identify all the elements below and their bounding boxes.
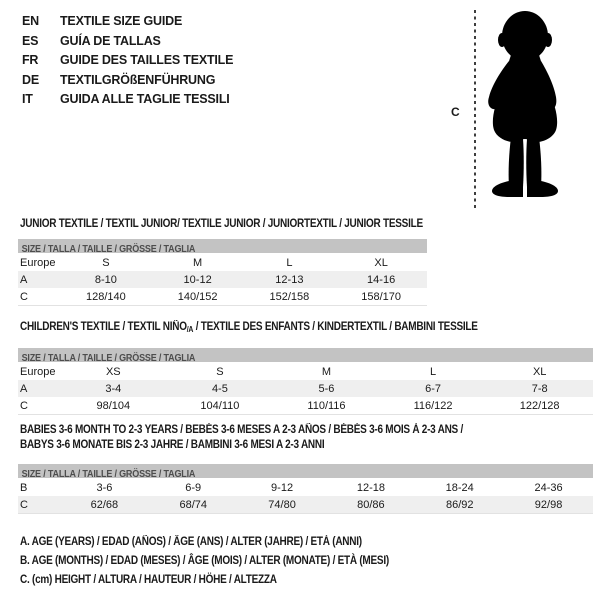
table-cell: 12-13 <box>275 273 304 286</box>
language-code: IT <box>22 92 33 106</box>
language-label: GUÍA DE TALLAS <box>60 33 161 48</box>
table-cell: XS <box>105 365 121 378</box>
language-label: GUIDE DES TAILLES TEXTILE <box>60 53 234 67</box>
children-size-table <box>18 348 593 415</box>
table-cell: 122/128 <box>519 399 560 412</box>
language-code: FR <box>22 53 39 67</box>
table-cell: 18-24 <box>445 481 474 494</box>
table-row <box>18 496 593 513</box>
table-cell: 7-8 <box>531 382 548 395</box>
junior-section-title: JUNIOR TEXTILE / TEXTIL JUNIOR/ TEXTILE JUNIOR / JUNIORTEXTIL / JUNIOR TESSILE <box>20 218 423 230</box>
table-cell: 104/110 <box>200 399 240 412</box>
table-cell: 110/116 <box>307 399 346 412</box>
language-label: TEXTILGRÖßENFÜHRUNG <box>60 72 216 87</box>
table-cell: 86/92 <box>445 498 474 511</box>
children-size-header-bar <box>18 348 593 362</box>
language-code: EN <box>22 14 39 28</box>
junior-size-header-bar <box>18 239 427 253</box>
table-cell: 12-18 <box>356 481 385 494</box>
table-cell: 80/86 <box>357 498 385 511</box>
table-cell: L <box>430 365 437 378</box>
table-row <box>18 380 593 397</box>
table-cell: 9-12 <box>271 481 294 494</box>
table-cell: XL <box>532 365 547 378</box>
table-cell: L <box>286 256 293 269</box>
footnote-b: B. AGE (MONTHS) / EDAD (MESES) / ÂGE (MOIS) / ALTER (MONATE) / ETÀ (MESI) <box>20 555 389 567</box>
row-label: A <box>20 382 28 395</box>
table-cell: 5-6 <box>318 382 335 395</box>
baby-silhouette-icon <box>483 9 567 199</box>
table-cell: 8-10 <box>94 273 117 286</box>
row-label: C <box>20 498 28 511</box>
language-row-en <box>22 12 233 32</box>
language-code: ES <box>22 33 39 48</box>
footnote-c: C. (cm) HEIGHT / ALTURA / HAUTEUR / HÖHE / ALTEZZA <box>20 574 277 586</box>
babies-section-title <box>20 423 463 453</box>
language-row-de <box>22 71 233 91</box>
table-cell: M <box>193 256 203 269</box>
table-cell: 116/122 <box>413 399 453 412</box>
children-title-pre: CHILDREN'S TEXTILE / TEXTIL NIÑO <box>20 321 187 333</box>
table-cell: 68/74 <box>179 498 207 511</box>
footnote-a: A. AGE (YEARS) / EDAD (AÑOS) / ÂGE (ANS) / ALTER (JAHRE) / ETÀ (ANNI) <box>20 536 362 548</box>
language-list <box>22 12 233 110</box>
language-row-it <box>22 90 233 110</box>
children-title-sub: /A <box>186 325 194 334</box>
junior-size-table <box>18 239 427 306</box>
children-title-post: / TEXTILE DES ENFANTS / KINDERTEXTIL / BAMBINI TESSILE <box>193 321 478 333</box>
size-header-label: SIZE / TALLA / TAILLE / GRÖSSE / TAGLIA <box>21 353 196 364</box>
table-cell: 6-9 <box>185 481 202 494</box>
size-header-label: SIZE / TALLA / TAILLE / GRÖSSE / TAGLIA <box>21 244 196 255</box>
table-cell: S <box>216 365 224 378</box>
table-cell: S <box>102 256 110 269</box>
table-cell: 92/98 <box>534 498 563 511</box>
table-row <box>18 397 593 414</box>
table-cell: 128/140 <box>85 290 126 303</box>
children-section-title <box>20 320 478 337</box>
table-cell: 10-12 <box>183 273 212 286</box>
language-label: GUIDA ALLE TAGLIE TESSILI <box>60 92 230 106</box>
row-label: C <box>20 399 28 412</box>
row-label: Europe <box>20 256 56 269</box>
height-measure-label: C <box>451 105 460 119</box>
language-code: DE <box>22 72 39 87</box>
table-cell: M <box>321 365 332 378</box>
babies-title-line1: BABIES 3-6 MONTH TO 2-3 YEARS / BEBÉS 3-6 MESES A 2-3 AÑOS / BÉBÉS 3-6 MOIS À 2-3 ANS / <box>20 424 464 436</box>
babies-title-line2: BABYS 3-6 MONATE BIS 2-3 JAHRE / BAMBINI 3-6 MESI A 2-3 ANNI <box>20 439 325 451</box>
table-cell: XL <box>374 256 388 269</box>
table-cell: 152/158 <box>269 290 310 303</box>
language-label: TEXTILE SIZE GUIDE <box>60 14 183 28</box>
table-cell: 98/104 <box>96 399 131 412</box>
row-label: B <box>20 481 28 494</box>
table-cell: 74/80 <box>268 498 296 511</box>
table-row <box>18 288 427 305</box>
table-cell: 24-36 <box>534 481 563 494</box>
row-label: C <box>20 290 28 303</box>
babies-size-table <box>18 464 593 514</box>
babies-size-header-bar <box>18 464 593 478</box>
table-cell: 140/152 <box>177 290 218 303</box>
table-cell: 3-4 <box>105 382 122 395</box>
row-label: A <box>20 273 28 286</box>
height-measure-dashed-line <box>474 10 476 208</box>
table-cell: 6-7 <box>425 382 442 395</box>
footnotes <box>20 533 389 590</box>
table-cell: 14-16 <box>367 273 396 286</box>
table-cell: 4-5 <box>211 382 228 395</box>
size-header-label: SIZE / TALLA / TAILLE / GRÖSSE / TAGLIA <box>21 469 196 480</box>
language-row-es <box>22 32 233 52</box>
row-label: Europe <box>20 365 56 378</box>
table-row <box>18 271 427 288</box>
table-cell: 3-6 <box>96 481 113 494</box>
table-cell: 158/170 <box>361 290 401 303</box>
table-cell: 62/68 <box>90 498 119 511</box>
language-row-fr <box>22 51 233 71</box>
